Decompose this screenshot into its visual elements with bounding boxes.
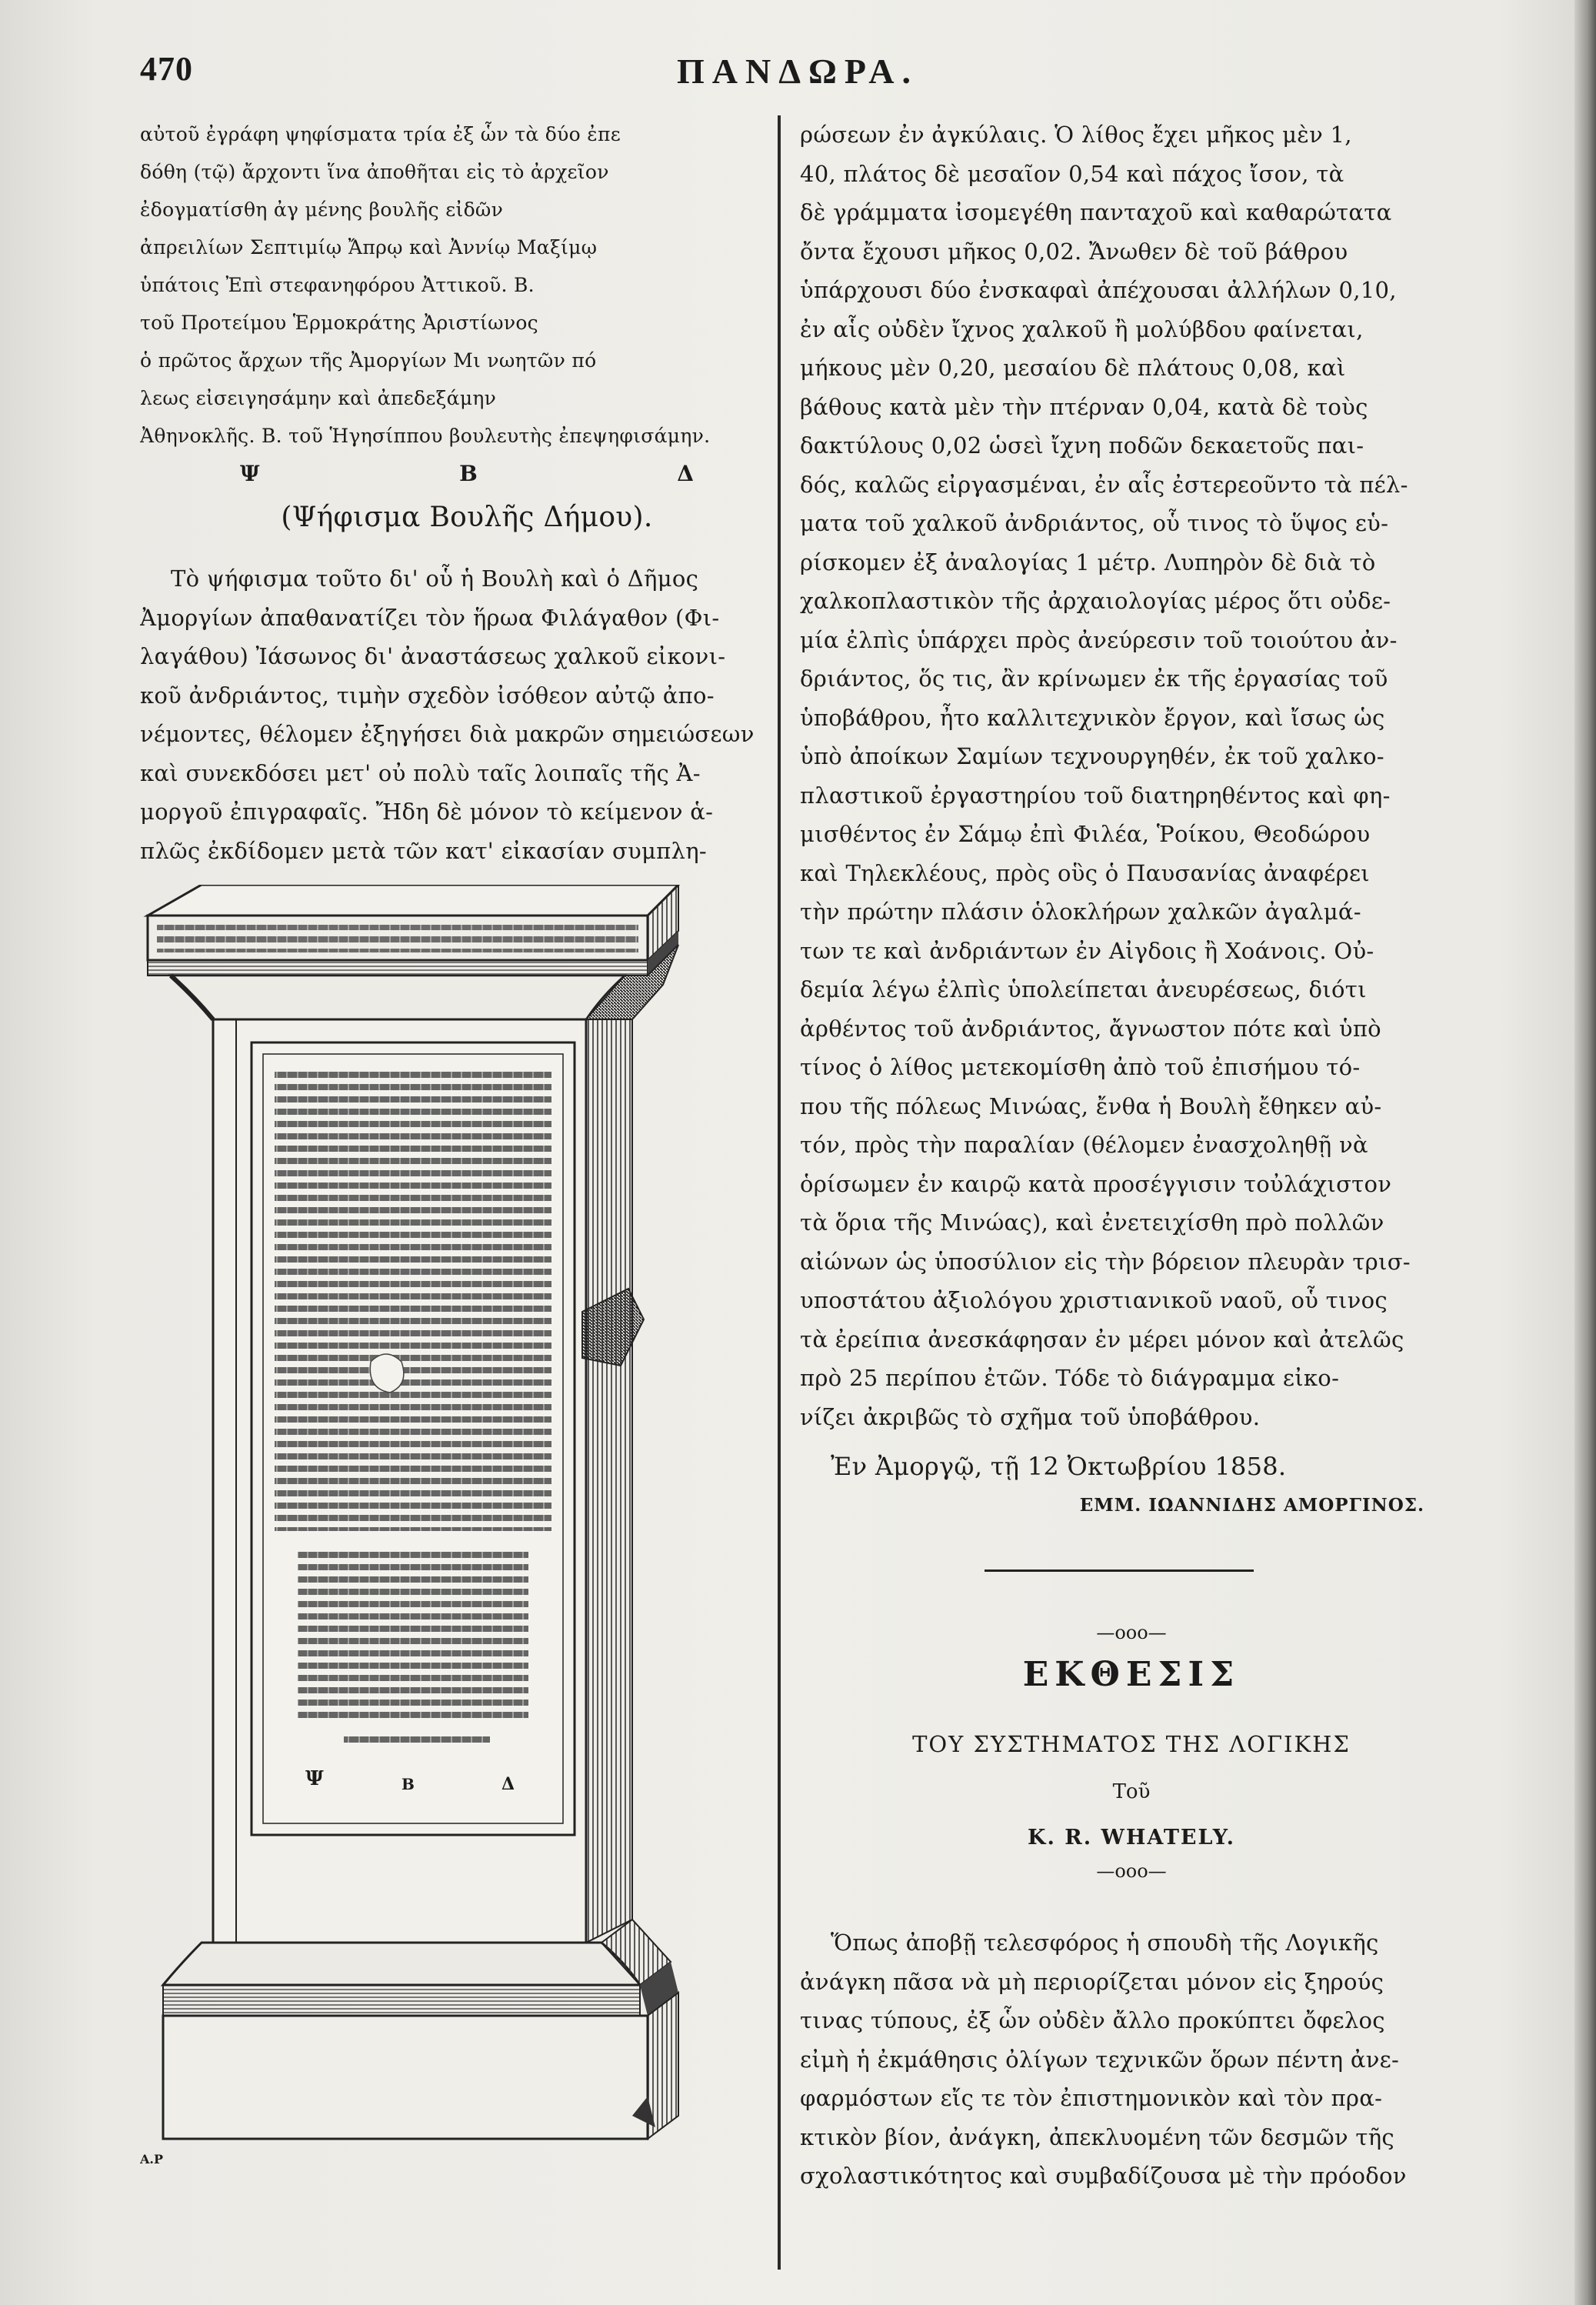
body-line: τίνος ὁ λίθος μετεκομίσθη ἀπὸ τοῦ ἐπισήμου τό- bbox=[800, 1054, 1361, 1080]
body-line: κοῦ ἀνδριάντος, τιμὴν σχεδὸν ἰσόθεον αὐτῷ ἀπο- bbox=[140, 682, 715, 709]
body-line: μισθέντος ἐν Σάμῳ ἐπὶ Φιλέα, Ῥοίκου, Θεοδώρου bbox=[800, 821, 1371, 847]
body-line: μήκους μὲν 0,20, μεσαίου δὲ πλάτους 0,08, καὶ bbox=[800, 355, 1346, 381]
body-line: δὲ γράμματα ἰσομεγέθη πανταχοῦ καὶ καθαρώτατα bbox=[800, 199, 1392, 225]
body-line: δακτύλους 0,02 ὡσεὶ ἴχνη ποδῶν δεκαετοῦς παι- bbox=[800, 432, 1364, 459]
body-line: ὑπάρχουσι δύο ἐνσκαφαὶ ἀπέχουσαι ἀλλήλων 0,10, bbox=[800, 277, 1397, 303]
inscription-line: αὐτοῦ ἐγράφη ψηφίσματα τρία ἐξ ὧν τὰ δύο ἐπε bbox=[140, 123, 621, 145]
body-line: που τῆς πόλεως Μινώας, ἔνθα ἡ Βουλὴ ἔθηκεν αὐ- bbox=[800, 1092, 1382, 1119]
inscription-line: τοῦ Προτείμου Ἑρμοκράτης Ἀριστίωνος bbox=[140, 312, 538, 334]
dateline: Ἐν Ἀμοργῷ, τῇ 12 Ὀκτωβρίου 1858. bbox=[831, 1452, 1287, 1481]
body-line: καὶ Τηλεκλέους, πρὸς οὓς ὁ Παυσανίας ἀναφέρει bbox=[800, 859, 1370, 886]
section-title: ΕΚΘΕΣΙΣ bbox=[1022, 1655, 1241, 1694]
letter-delta: Δ bbox=[677, 461, 694, 486]
body-line: τόν, πρὸς τὴν παραλίαν (θέλομεν ἐνασχοληθῇ νὰ bbox=[800, 1132, 1368, 1158]
body-line: Ἀμοργίων ἀπαθανατίζει τὸν ἥρωα Φιλάγαθον (Φι- bbox=[140, 604, 720, 631]
engraver-mark: A.P bbox=[140, 2152, 164, 2167]
body-line: ὄντα ἔχουσι μῆκος 0,02. Ἄνωθεν δὲ τοῦ βάθρου bbox=[800, 238, 1348, 265]
section-subtitle: ΤΟΥ ΣΥΣΤΗΜΑΤΟΣ ΤΗΣ ΛΟΓΙΚΗΣ bbox=[912, 1731, 1351, 1757]
body-line: μοργοῦ ἐπιγραφαῖς. Ἤδη δὲ μόνον τὸ κείμενον ἁ- bbox=[140, 799, 714, 825]
body-line: ἀρθέντος τοῦ ἀνδριάντος, ἄγνωστον πότε καὶ ὑπὸ bbox=[800, 1015, 1381, 1042]
inscription-line: ἀπρειλίων Σεπτιμίῳ Ἄπρῳ καὶ Ἀννίῳ Μαξίμῳ bbox=[140, 236, 598, 259]
stone-letter-psi: Ψ bbox=[305, 1767, 324, 1790]
section-mark: —ooo— bbox=[1096, 1860, 1167, 1882]
body-line: χαλκοπλαστικὸν τῆς ἀρχαιολογίας μέρος ὅτι οὐδε- bbox=[800, 588, 1391, 614]
body-line: υποστάτου ἀξιολόγου χριστιανικοῦ ναοῦ, οὗ τινος bbox=[800, 1287, 1388, 1313]
body-line: ὑποβάθρου, ἦτο καλλιτεχνικὸν ἔργον, καὶ ἴσως ὡς bbox=[800, 704, 1385, 731]
body-line: 40, πλάτος δὲ μεσαῖον 0,54 καὶ πάχος ἴσον, τὰ bbox=[800, 160, 1344, 187]
page-binding-shadow bbox=[1574, 0, 1596, 2305]
pedestal-engraving bbox=[140, 885, 725, 2170]
body-line: ἐν αἷς οὐδὲν ἴχνος χαλκοῦ ἢ μολύβδου φαίνεται, bbox=[800, 315, 1364, 342]
body-line: πλῶς ἐκδίδομεν μετὰ τῶν κατ' εἰκασίαν συμπλη- bbox=[140, 837, 707, 864]
page-number: 470 bbox=[140, 50, 193, 88]
body-line: των τε καὶ ἀνδριάντων ἐν Αἰγδοις ἢ Χοάνοις. Οὐ- bbox=[800, 937, 1374, 964]
body-line: τὴν πρώτην πλάσιν ὁλοκλήρων χαλκῶν ἀγαλμά- bbox=[800, 899, 1361, 925]
body-line: βάθους κατὰ μὲν τὴν πτέρναν 0,04, κατὰ δὲ τοὺς bbox=[800, 393, 1368, 420]
essay-line: Ὅπως ἀποβῇ τελεσφόρος ἡ σπουδὴ τῆς Λογικῆς bbox=[831, 1930, 1379, 1956]
body-line: δριάντος, ὅς τις, ἂν κρίνωμεν ἐκ τῆς ἐργασίας τοῦ bbox=[800, 665, 1388, 692]
essay-line: φαρμόστων εἴς τε τὸν ἐπιστημονικὸν καὶ τὸν πρα- bbox=[800, 2085, 1383, 2111]
body-line: λαγάθου) Ἰάσωνος δι' ἀναστάσεως χαλκοῦ εἰκονι- bbox=[140, 643, 726, 669]
body-line: μία ἐλπὶς ὑπάρχει πρὸς ἀνεύρεσιν τοῦ τοιούτου ἀν- bbox=[800, 626, 1398, 653]
inscription-line: Ἀθηνοκλῆς. Β. τοῦ Ἡγησίππου βουλευτὴς ἐπεψηφισάμην. bbox=[140, 425, 711, 447]
essay-line: ἀνάγκη πᾶσα νὰ μὴ περιορίζεται μόνον εἰς ξηρούς bbox=[800, 1968, 1384, 1995]
section-divider-rule bbox=[985, 1569, 1254, 1572]
body-line: δός, καλῶς εἰργασμέναι, ἐν αἷς ἐστερεοῦντο τὰ πέλ- bbox=[800, 471, 1408, 498]
inscription-line: δόθη (τῷ) ἄρχοντι ἵνα ἀποθῆται εἰς τὸ ἀρχεῖον bbox=[140, 161, 609, 183]
essay-line: σχολαστικότητος καὶ συμβαδίζουσα μὲ τὴν πρόοδον bbox=[800, 2163, 1407, 2189]
left-column bbox=[140, 115, 794, 870]
body-line: ὁρίσωμεν ἐν καιρῷ κατὰ προσέγγισιν τοὐλάχιστον bbox=[800, 1170, 1392, 1197]
section-divider-area bbox=[800, 1525, 1463, 1617]
letter-psi: Ψ bbox=[240, 461, 260, 486]
inscription-letters bbox=[140, 455, 794, 493]
body-line: Τὸ ψήφισμα τοῦτο δι' οὗ ἡ Βουλὴ καὶ ὁ Δῆμος bbox=[171, 565, 699, 592]
section-author: K. R. WHATELY. bbox=[1028, 1826, 1235, 1850]
body-line: ρώσεων ἐν ἀγκύλαις. Ὁ λίθος ἔχει μῆκος μὲν 1, bbox=[800, 122, 1352, 148]
essay-line: εἰμὴ ἡ ἐκμάθησις ὀλίγων τεχνικῶν ὅρων πέντη ἀνε- bbox=[800, 2046, 1400, 2073]
body-line: πλαστικοῦ ἐργαστηρίου τοῦ διατηρηθέντος καὶ φη- bbox=[800, 782, 1391, 809]
inscription-caption: (Ψήφισμα Βουλῆς Δήμου). bbox=[281, 502, 653, 533]
body-line: ματα τοῦ χαλκοῦ ἀνδριάντος, οὗ τινος τὸ ὕψος εὑ- bbox=[800, 510, 1389, 536]
right-column bbox=[800, 115, 1463, 2196]
body-line: τὰ ὅρια τῆς Μινώας), καὶ ἐνετειχίσθη πρὸ πολλῶν bbox=[800, 1209, 1384, 1236]
body-line: καὶ συνεκδόσει μετ' οὐ πολὺ ταῖς λοιπαῖς τῆς Ἀ- bbox=[140, 759, 701, 786]
essay-line: κτικὸν βίον, ἀνάγκη, ἀπεκλυομένη τῶν δεσμῶν τῆς bbox=[800, 2123, 1394, 2150]
essay-line: τινας τύπους, ἐξ ὧν οὐδὲν ἄλλο προκύπτει ὄφελος bbox=[800, 2007, 1385, 2033]
section-by: Τοῦ bbox=[1112, 1780, 1151, 1803]
journal-title: ΠΑΝΔΩΡΑ. bbox=[677, 52, 918, 91]
body-line: δεμία λέγω ἐλπὶς ὑπολείπεται ἀνευρέσεως, διότι bbox=[800, 976, 1367, 1002]
inscription-line: ὑπάτοις Ἐπὶ στεφανηφόρου Ἀττικοῦ. Β. bbox=[140, 274, 535, 296]
body-line: νίζει ἀκριβῶς τὸ σχῆμα τοῦ ὑποβάθρου. bbox=[800, 1403, 1261, 1430]
author-signature: ΕΜΜ. ΙΩΑΝΝΙΔΗΣ ΑΜΟΡΓΙΝΟΣ. bbox=[1079, 1494, 1424, 1516]
body-line: τὰ ἐρείπια ἀνεσκάφησαν ἐν μέρει μόνον καὶ ἀτελῶς bbox=[800, 1326, 1404, 1353]
inscription-line: λεως εἰσειγησάμην καὶ ἀπεδεξάμην bbox=[140, 387, 497, 409]
stone-letter-delta: Δ bbox=[501, 1774, 515, 1794]
inscription-line: ἐδογματίσθη ἀγ μένης βουλῆς εἰδῶν bbox=[140, 198, 504, 221]
body-line: νέμοντες, θέλομεν ἐξηγήσει διὰ μακρῶν σημειώσεων bbox=[140, 721, 755, 747]
body-line: πρὸ 25 περίπου ἐτῶν. Τόδε τὸ διάγραμμα εἰκο- bbox=[800, 1365, 1340, 1391]
letter-beta: Β bbox=[459, 461, 478, 486]
inscription-line: ὁ πρῶτος ἄρχων τῆς Ἀμοργίων Μι νωητῶν πό bbox=[140, 349, 597, 372]
stone-letter-beta: Β bbox=[401, 1775, 415, 1793]
body-line: ρίσκομεν ἐξ ἀναλογίας 1 μέτρ. Λυπηρὸν δὲ διὰ τὸ bbox=[800, 549, 1376, 575]
body-line: αἰώνων ὡς ὑποσύλιον εἰς τὴν βόρειον πλευρὰν τρισ- bbox=[800, 1248, 1411, 1275]
divider-mark: —ooo— bbox=[1096, 1622, 1167, 1643]
body-line: ὑπὸ ἀποίκων Σαμίων τεχνουργηθέν, ἐκ τοῦ χαλκο- bbox=[800, 743, 1384, 769]
